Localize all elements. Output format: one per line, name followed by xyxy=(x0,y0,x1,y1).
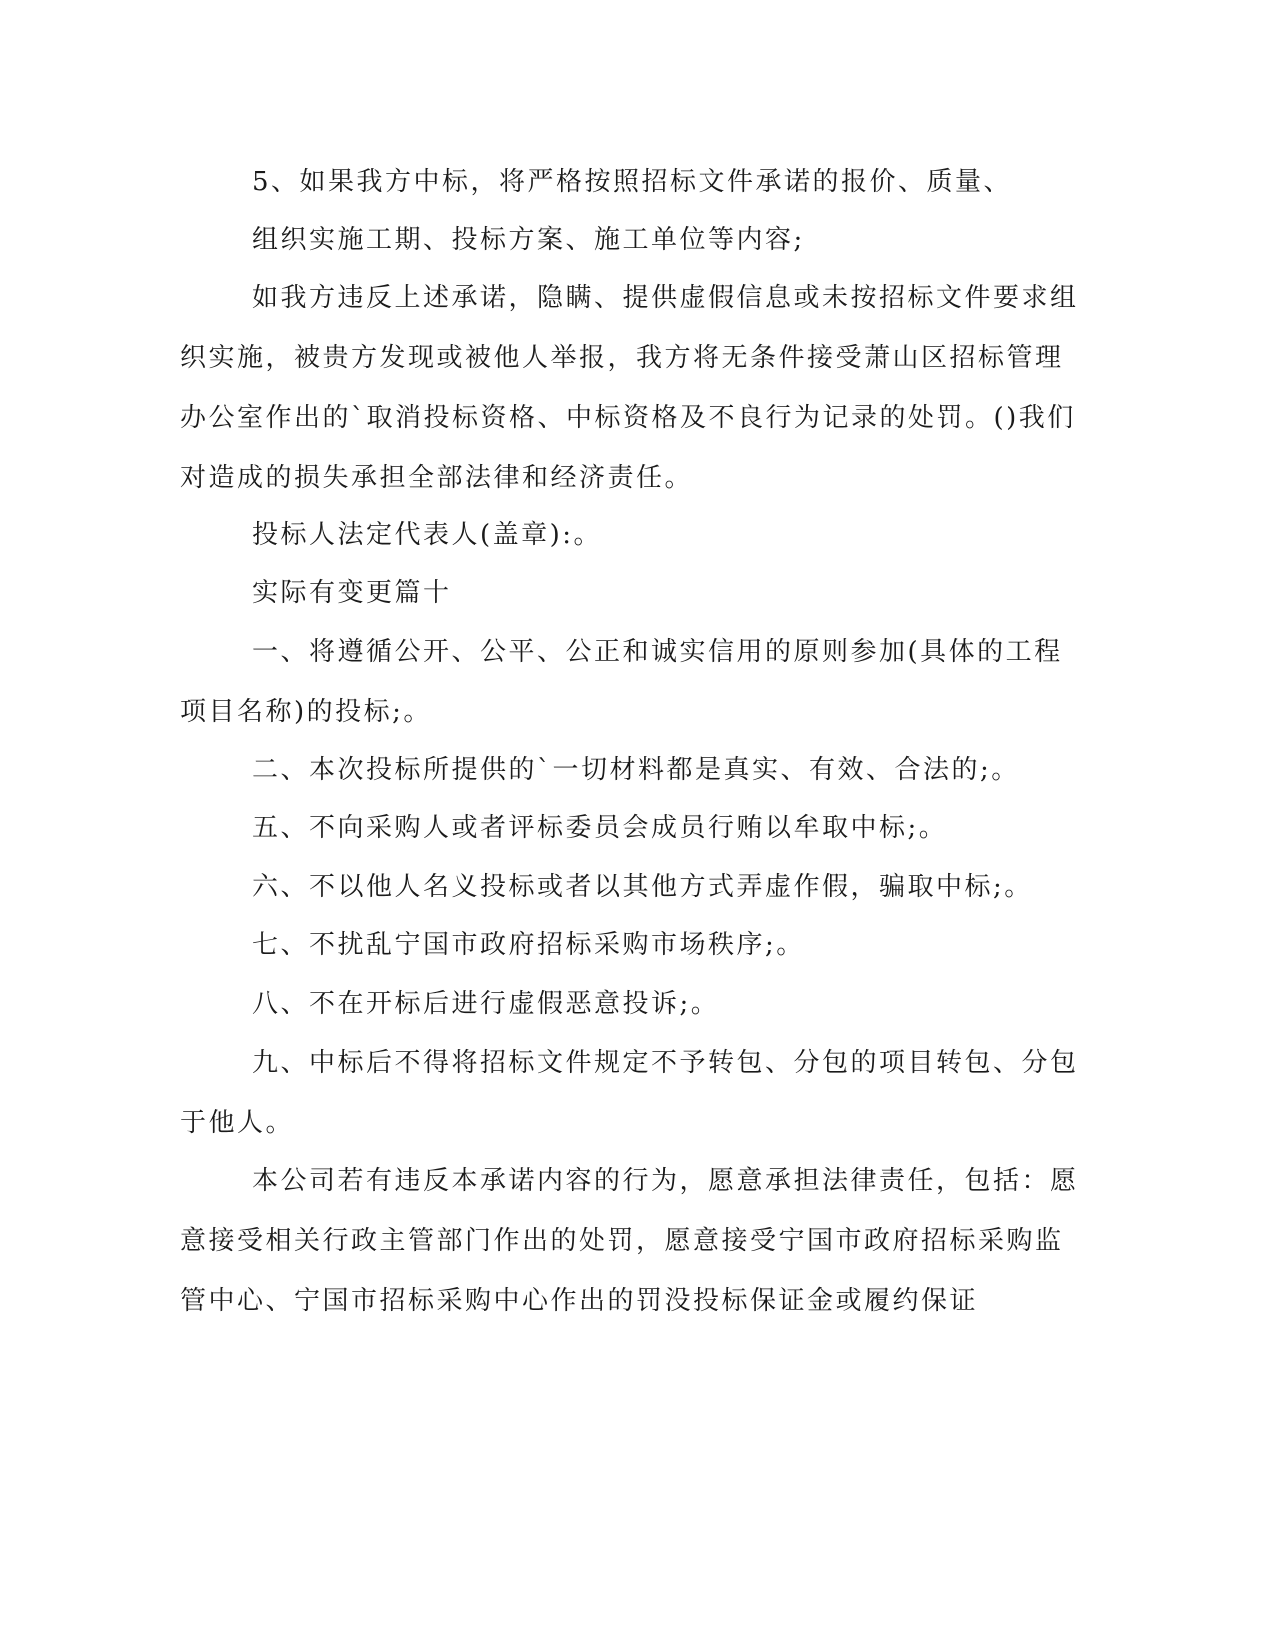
paragraph-item-1: 一、将遵循公开、公平、公正和诚实信用的原则参加(具体的工程项目名称)的投标;。 xyxy=(180,637,1063,727)
paragraph-liability: 本公司若有违反本承诺内容的行为，愿意承担法律责任，包括：愿意接受相关行政主管部门作出的处罚，愿意接受宁国市政府招标采购监管中心、宁国市招标采购中心作出的罚没投标保证金或履约保证 xyxy=(180,1166,1079,1316)
paragraph-item-7: 七、不扰乱宁国市政府招标采购市场秩序;。 xyxy=(252,930,805,960)
paragraph-item-2: 二、本次投标所提供的`一切材料都是真实、有效、合法的;。 xyxy=(252,755,1020,785)
section-heading: 实际有变更篇十 xyxy=(252,578,452,608)
paragraph-item-8: 八、不在开标后进行虚假恶意投诉;。 xyxy=(252,989,720,1019)
paragraph-signature-line: 投标人法定代表人(盖章):。 xyxy=(252,520,603,550)
paragraph-item-5: 五、不向采购人或者评标委员会成员行贿以牟取中标;。 xyxy=(252,813,948,843)
paragraph-item-6: 六、不以他人名义投标或者以其他方式弄虚作假，骗取中标;。 xyxy=(252,872,1033,902)
paragraph-item-9: 九、中标后不得将招标文件规定不予转包、分包的项目转包、分包于他人。 xyxy=(180,1048,1079,1138)
paragraph-commitment-5-cont: 组织实施工期、投标方案、施工单位等内容; xyxy=(252,225,805,255)
paragraph-commitment-5: 5、如果我方中标，将严格按照招标文件承诺的报价、质量、 xyxy=(252,167,1013,197)
paragraph-violation-clause: 如我方违反上述承诺，隐瞒、提供虚假信息或未按招标文件要求组织实施，被贵方发现或被他人举报，我方将无条件接受萧山区招标管理办公室作出的`取消投标资格、中标资格及不良行为记录的处罚。()我们对造成的损失承担全部法律和经济责任。 xyxy=(180,283,1079,493)
